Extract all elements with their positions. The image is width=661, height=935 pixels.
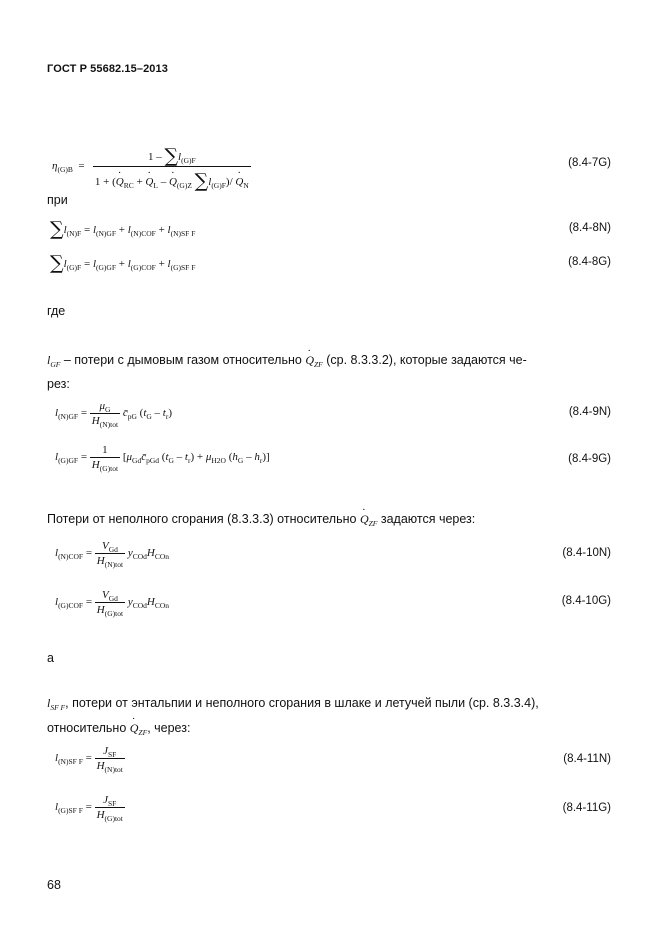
paragraph-lgf-line2: рез: xyxy=(47,377,70,391)
equation-8-4-11n: $l_{(N)SF F}$ = $\frac{J_{SF}}{H_{(N)tot}}$ xyxy=(55,745,123,774)
paragraph-incomplete-combustion: Потери от неполного сгорания (8.3.3.3) относительно · $Q_{ZF}$ задаются через: xyxy=(47,511,475,529)
page-number: 68 xyxy=(47,878,61,892)
paragraph-lsff-line1: $l_{SF F}$, потери от энтальпии и неполного сгорания в шлаке и летучей пыли (ср. 8.3.3.4), xyxy=(47,696,539,712)
word-gde: где xyxy=(47,304,66,318)
equation-8-4-8n: $\sum l_{(N)F} = l_{(N)GF} + l_{(N)COF} + l_{(N)SF F}$ xyxy=(50,218,196,240)
equation-8-4-10g: $l_{(G)COF}$ = $\frac{V_{Gd}}{H_{(G)tot}}$ $y_{COd}H_{COn}$ xyxy=(55,589,170,618)
equation-8-4-9n: $l_{(N)GF}$ = $\frac{\mu_G}{H_{(N)tot}}$ $c̄_{pG}$ $(t_G - t_r)$ xyxy=(55,400,173,429)
equation-8-4-8g: $\sum l_{(G)F} = l_{(G)GF} + l_{(G)COF} + l_{(G)SF F}$ xyxy=(50,252,196,274)
equation-8-4-10n: $l_{(N)COF}$ = $\frac{V_{Gd}}{H_{(N)tot}}$ $y_{COd}H_{COn}$ xyxy=(55,540,170,569)
equation-number: (8.4-9N) xyxy=(568,406,611,418)
equation-number: (8.4-7G) xyxy=(568,157,611,169)
paragraph-lsff-line2: относительно · $Q_{ZF}$, через: xyxy=(47,720,190,738)
equation-number: (8.4-8G) xyxy=(568,256,611,268)
document-header: ГОСТ Р 55682.15–2013 xyxy=(47,63,168,75)
equation-number: (8.4-9G) xyxy=(568,453,611,465)
equation-number: (8.4-11G) xyxy=(562,802,611,814)
paragraph-lgf-line1: $l_{GF}$ – потери с дымовым газом относительно · $Q_{ZF}$ (ср. 8.3.3.2), которые задаются че- xyxy=(47,352,527,370)
equation-8-4-7g: $\eta_{(G)B}$ = $\frac{1 - \sum l_{(G)F}}{1 + (\cdot Q_{RC} + \cdot Q_L - \cdot Q_{(G)Z} \sum l_{(G)F})/ \cdot Q_N}$ xyxy=(52,143,251,190)
equation-8-4-11g: $l_{(G)SF F}$ = $\frac{J_{SF}}{H_{(G)tot}}$ xyxy=(55,794,123,823)
equation-number: (8.4-10G) xyxy=(561,595,611,607)
equation-number: (8.4-8N) xyxy=(568,222,611,234)
equation-number: (8.4-11N) xyxy=(563,753,611,765)
equation-8-4-9g: $l_{(G)GF}$ = $\frac{1}{H_{(G)tot}}$ [$\mu_{Gd}c̄_{pGd}$ $(t_G - t_r) + \mu_{H2O}$ $(h_G - h_r)$] xyxy=(55,444,270,473)
word-a: а xyxy=(47,651,54,665)
equation-number: (8.4-10N) xyxy=(562,547,611,559)
word-pri: при xyxy=(47,193,68,207)
